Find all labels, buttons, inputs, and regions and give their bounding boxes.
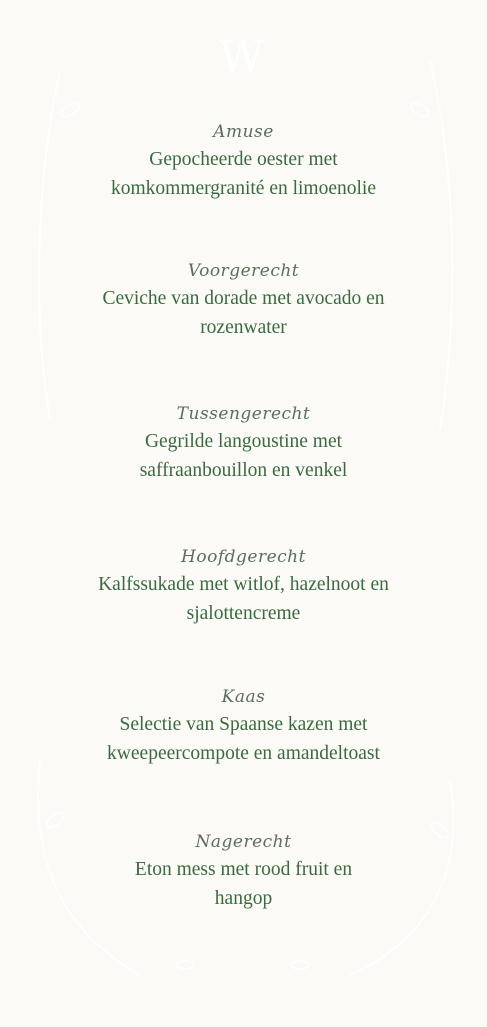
course-nagerecht (0, 828, 487, 913)
course-dish: Gepocheerde oester met komkommergranité en limoenolie (111, 149, 376, 199)
course-label: Amuse (213, 122, 274, 142)
course-hoofdgerecht (0, 543, 487, 628)
course-label: Hoofdgerecht (181, 547, 306, 567)
course-dish: Ceviche van dorade met avocado en rozenwater (102, 288, 385, 338)
course-label: Voorgerecht (187, 261, 300, 281)
course-amuse (0, 118, 487, 203)
course-label: Kaas (221, 687, 266, 707)
course-kaas (0, 683, 487, 768)
course-dish: Eton mess met rood fruit en hangop (134, 859, 353, 909)
course-dish: Gegrilde langoustine met saffraanbouillon en venkel (139, 431, 348, 481)
course-tussengerecht (0, 400, 487, 485)
course-dish: Kalfssukade met witlof, hazelnoot en sjalottencreme (98, 574, 389, 624)
course-label: Tussengerecht (176, 404, 311, 424)
course-label: Nagerecht (195, 832, 292, 852)
monogram: W (218, 32, 269, 83)
course-dish: Selectie van Spaanse kazen met kweepeercompote en amandeltoast (107, 714, 380, 764)
course-voorgerecht (0, 257, 487, 342)
